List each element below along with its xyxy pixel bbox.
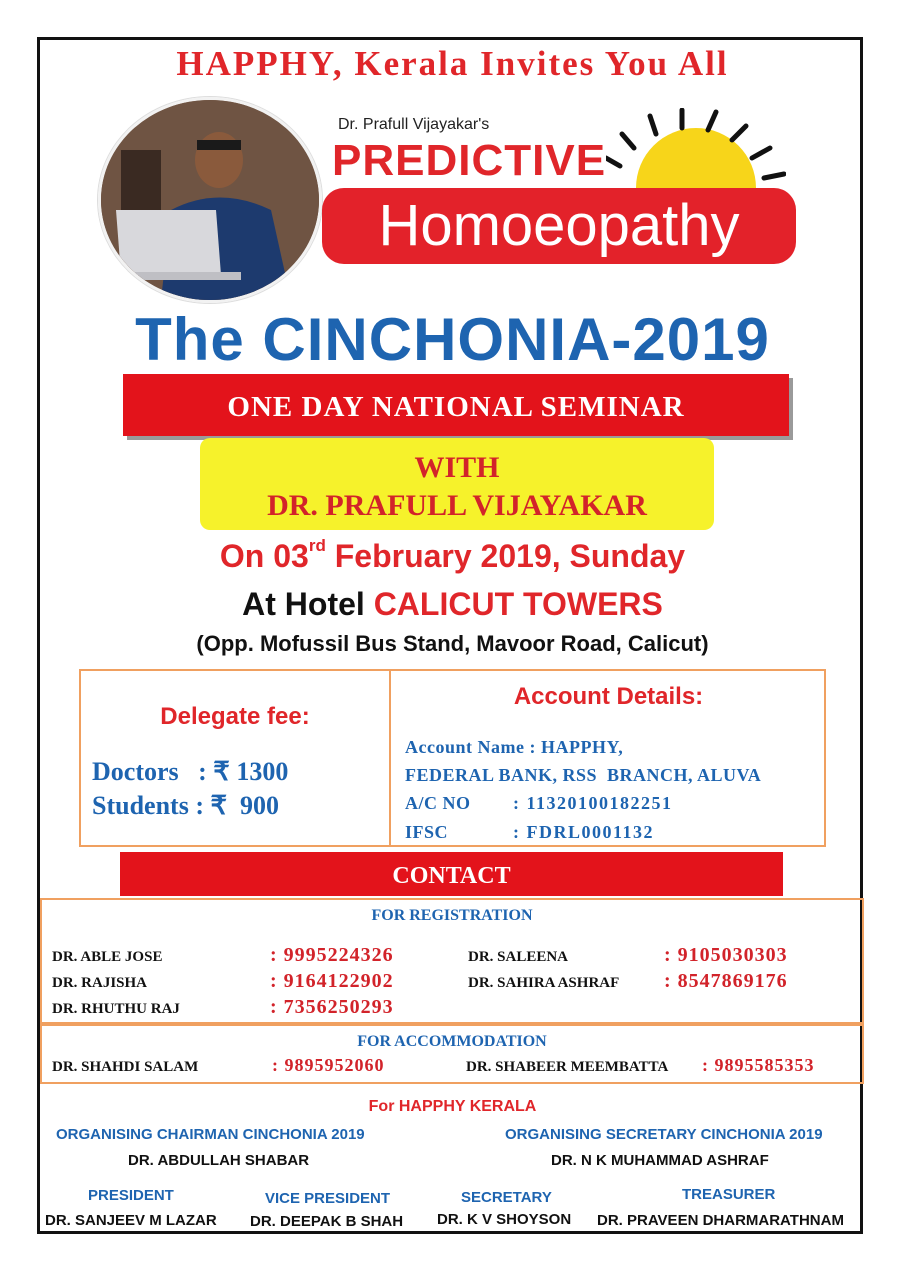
event-date [0, 538, 905, 575]
chairman-name: DR. ABDULLAH SHABAR [128, 1152, 310, 1169]
contact-number: : 9105030303 [664, 944, 788, 966]
fee-amount: ₹ 900 [210, 791, 280, 820]
ifsc-value: : FDRL0001132 [513, 822, 654, 842]
date-ordinal: rd [308, 536, 326, 555]
contact-number: : 8547869176 [664, 970, 788, 992]
fee-label: Students : [92, 791, 204, 820]
speaker-photo [98, 97, 322, 303]
event-venue [0, 586, 905, 623]
officer-role: SECRETARY [461, 1189, 552, 1206]
date-rest: February 2019, Sunday [325, 538, 686, 574]
secretary-role: ORGANISING SECRETARY CINCHONIA 2019 [505, 1126, 823, 1143]
contact-name: DR. SALEENA [468, 949, 569, 965]
contact-banner-text: CONTACT [392, 863, 511, 889]
venue-prefix: At Hotel [242, 586, 374, 622]
contact-number: : 9164122902 [270, 970, 394, 992]
ifsc-label: IFSC [405, 822, 449, 842]
accommodation-title: FOR ACCOMMODATION [357, 1033, 547, 1050]
contact-name: DR. SHABEER MEEMBATTA [466, 1059, 669, 1075]
account-bank: FEDERAL BANK, RSS BRANCH, ALUVA [405, 765, 762, 785]
event-title: The CINCHONIA-2019 [135, 306, 770, 373]
contact-name: DR. RHUTHU RAJ [52, 1001, 180, 1017]
officer-role: VICE PRESIDENT [265, 1190, 391, 1207]
contact-name: DR. SAHIRA ASHRAF [468, 975, 620, 991]
date-prefix: On 03 [219, 538, 309, 574]
brand-byline: Dr. Prafull Vijayakar's [338, 116, 490, 133]
venue-name: CALICUT TOWERS [373, 586, 663, 622]
fee-label: Doctors : [92, 757, 207, 786]
contact-name: DR. SHAHDI SALAM [52, 1059, 199, 1075]
speaker-illustration [101, 100, 319, 300]
brand-predictive: PREDICTIVE [332, 136, 607, 185]
chairman-role: ORGANISING CHAIRMAN CINCHONIA 2019 [56, 1126, 365, 1143]
brand-homoeopathy: Homoeopathy [378, 193, 740, 258]
account-name: Account Name : HAPPHY, [405, 737, 624, 757]
officer-name: DR. PRAVEEN DHARMARATHNAM [597, 1212, 844, 1229]
fee-row-doctors [92, 757, 288, 787]
officer-role: PRESIDENT [88, 1187, 174, 1204]
officer-name: DR. K V SHOYSON [437, 1211, 572, 1228]
officer-role: TREASURER [682, 1186, 776, 1203]
with-label: WITH [414, 451, 500, 484]
contact-number: : 7356250293 [270, 996, 394, 1018]
contact-number: : 9895585353 [702, 1055, 815, 1075]
venue-address: (Opp. Mofussil Bus Stand, Mavoor Road, Calicut) [196, 631, 709, 656]
account-number-label: A/C NO [405, 793, 471, 813]
contact-name: DR. ABLE JOSE [52, 949, 163, 965]
fee-row-students [92, 791, 279, 821]
account-title: Account Details: [513, 683, 704, 710]
contact-name: DR. RAJISHA [52, 975, 148, 991]
officer-name: DR. DEEPAK B SHAH [250, 1213, 404, 1230]
sun-icon [606, 108, 786, 190]
contact-number: : 9995224326 [270, 944, 394, 966]
officer-name: DR. SANJEEV M LAZAR [45, 1212, 217, 1229]
fee-title: Delegate fee: [160, 703, 310, 730]
organising-secretary-name: DR. N K MUHAMMAD ASHRAF [551, 1152, 769, 1169]
fee-amount: ₹ 1300 [213, 757, 289, 786]
seminar-banner-text: ONE DAY NATIONAL SEMINAR [227, 391, 685, 423]
invitation-headline: HAPPHY, Kerala Invites You All [176, 44, 729, 83]
speaker-name: DR. PRAFULL VIJAYAKAR [267, 489, 647, 522]
account-number-value: : 11320100182251 [513, 793, 673, 813]
registration-title: FOR REGISTRATION [371, 907, 533, 924]
organiser-heading: For HAPPHY KERALA [368, 1098, 537, 1115]
contact-number: : 9895952060 [272, 1055, 385, 1075]
